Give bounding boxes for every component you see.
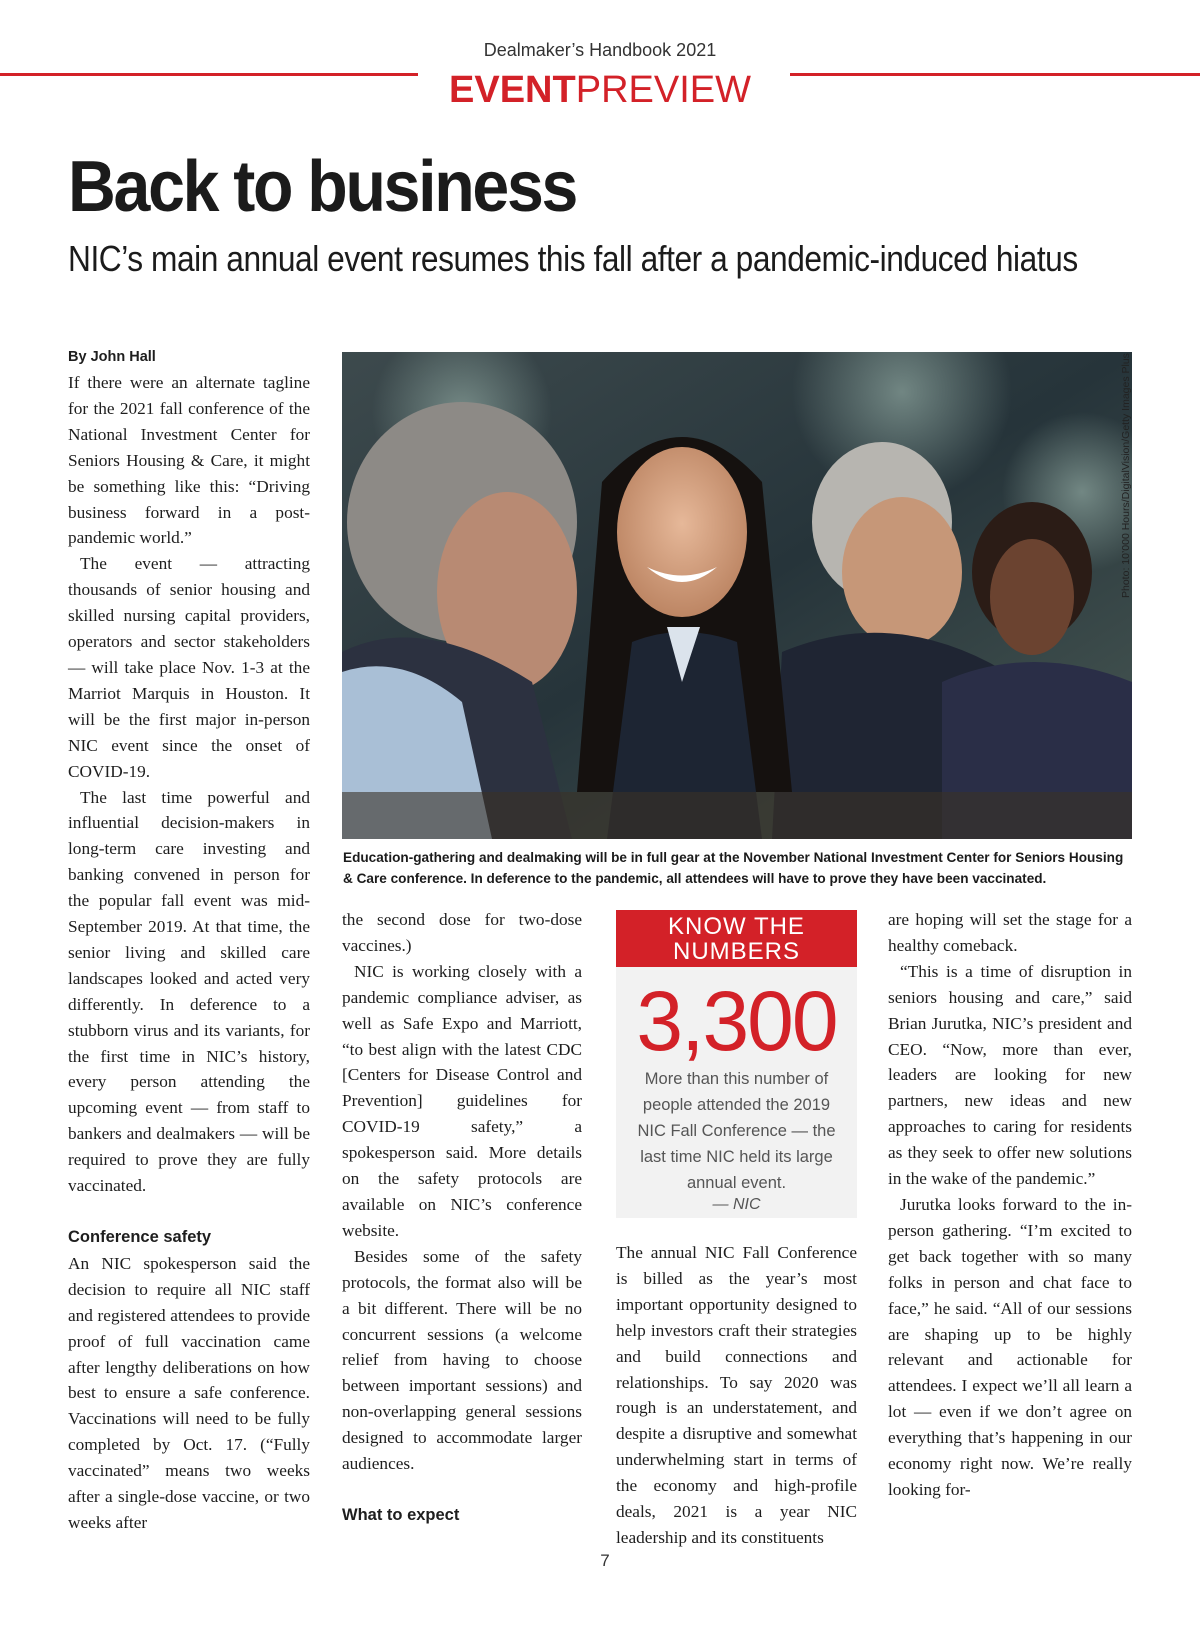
headline: Back to business (68, 147, 577, 227)
photo-caption: Education-gathering and dealmaking will be in full gear at the November National Investment Center for Seniors Housing & Care conference. In deference to the pandemic, all attendees will have to prove they have been vaccinated. (343, 850, 1124, 886)
paragraph-7-continued: The annual NIC Fall Conference is billed as the year’s most important opportunity designed to help investors craft their strategies and build connections and relationships. To say 2020 was rough is an understatement, and despite a disruptive and somewhat underwhelming start in terms of the economy and high-profile deals, 2021 is a year NIC leadership and its constituents (616, 1243, 857, 1547)
photo-illustration (342, 352, 1132, 839)
paragraph-2: The event — attracting thousands of senior housing and skilled nursing capital providers, operators and sector stakeholders — will take place Nov. 1-3 at the Marriot Marquis in Houston. It will be the first major in-person NIC event since the onset of COVID-19. (68, 554, 310, 781)
section-label-bold: EVENT (449, 69, 576, 111)
column-1 (68, 344, 310, 1536)
paragraph-6: Besides some of the safety protocols, the format also will be a bit different. There will be no concurrent sessions (a welcome relief from having to choose between important sessions) and non-overlapping general sessions designed to accommodate larger audiences. (342, 1246, 582, 1474)
publication-title: Dealmaker’s Handbook 2021 (483, 40, 717, 60)
byline: By John Hall (68, 349, 156, 365)
box-text: More than this number of people attended the 2019 NIC Fall Conference — the last time NIC held its large annual event. (637, 1070, 836, 1192)
paragraph-1: If there were an alternate tagline for the 2021 fall conference of the National Investment Center for Seniors Housing & Care, it might be something like this: “Driving business forward in a post-pandemic world.” (68, 373, 310, 548)
box-number: 3,300 (636, 974, 837, 1068)
column-4 (888, 907, 1132, 1503)
page-number: 7 (600, 1551, 610, 1570)
paragraph-8: “This is a time of disruption in seniors housing and care,” said Brian Jurutka, NIC’s president and CEO. “Now, more than ever, leaders are looking for new partners, new ideas and new approaches to caring for residents as they seek to offer new solutions in the wake of the pandemic.” (888, 961, 1132, 1189)
box-source: — NIC (712, 1196, 761, 1213)
paragraph-7-end: are hoping will set the stage for a healthy comeback. (888, 910, 1132, 955)
paragraph-3: The last time powerful and influential decision-makers in long-term care investing and banking convened in person for the popular fall event was mid-September 2019. At that time, the senior living and skilled care landscapes looked and acted very differently. In deference to a stubborn virus and its variants, for the first time in NIC’s history, every person attending the upcoming event — from staff to bankers and dealmakers — will be required to prove they are fully vaccinated. (68, 787, 310, 1196)
column-2 (342, 907, 582, 1529)
subhead-what-to-expect: What to expect (342, 1505, 460, 1524)
column-3 (616, 1240, 857, 1551)
paragraph-4: An NIC spokesperson said the decision to require all NIC staff and registered attendees to provide proof of full vaccination came after lengthy deliberations on how best to ensure a safe conference. Vaccinations will need to be fully completed by Oct. 17. (“Fully vaccinated” means two weeks after a single-dose vaccine, or two weeks after (68, 1253, 310, 1532)
deck: NIC’s main annual event resumes this fall after a pandemic-induced hiatus (68, 238, 1078, 279)
lead-photo (342, 352, 1132, 839)
paragraph-5: NIC is working closely with a pandemic compliance adviser, as well as Safe Expo and Marriott, “to best align with the latest CDC [Centers for Disease Control and Prevention] guidelines for COVID-19 safety,” a spokesperson said. More details on the safety protocols are available on NIC’s conference website. (342, 961, 582, 1240)
know-the-numbers-box (616, 910, 857, 1218)
paragraph-4-continued: the second dose for two-dose vaccines.) (342, 910, 582, 955)
subhead-conference-safety: Conference safety (68, 1228, 212, 1246)
section-label (0, 68, 1200, 112)
section-label-light: PREVIEW (575, 69, 751, 111)
photo-credit: Photo: 10’000 Hours/DigitalVision/Getty Images Plus (1120, 353, 1132, 598)
box-heading: KNOW THE NUMBERS (616, 910, 857, 967)
paragraph-9: Jurutka looks forward to the in-person gathering. “I’m excited to get back together with so many folks in person and chat face to face,” he said. “All of our sessions are shaping up to be highly relevant and actionable for attendees. I expect we’ll all learn a lot — even if we don’t agree on everything that’s happening in our economy right now. We’re really looking for- (888, 1194, 1132, 1499)
